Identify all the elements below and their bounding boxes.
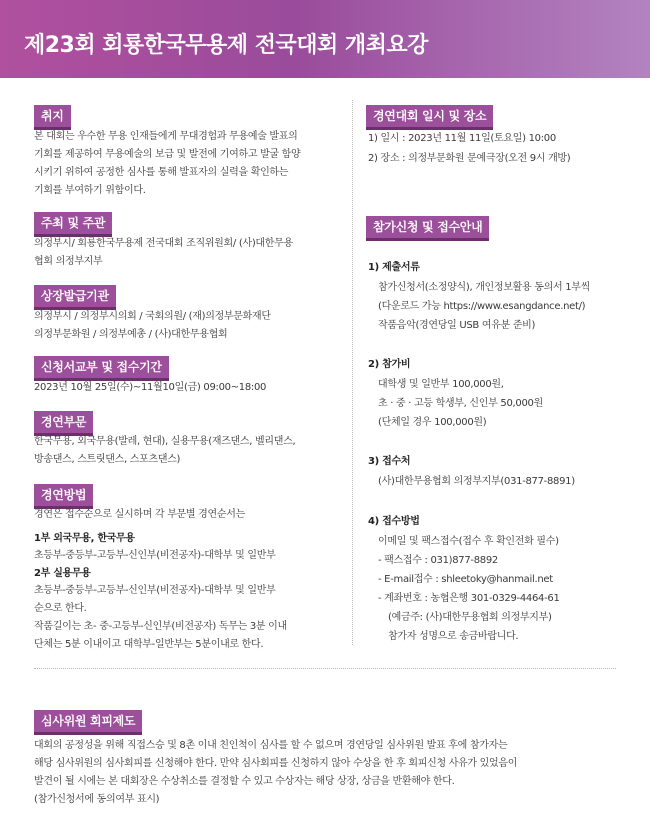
account-holder-line: (예금주: (사)대한무용협회 의정부지부) [388,612,552,623]
method-intro: 경연은 접수순으로 실시하며 각 부문별 경연순서는 [34,509,245,520]
method-heading: 경연방법 [34,484,93,509]
remit-note-line: 참가자 성명으로 송금바랍니다. [388,631,519,642]
awards-issuers-line: 의정부시 / 의정부시의회 / 국회의원/ (재)의정부문화재단 [34,311,271,322]
purpose-line: 시키기 위하여 공정한 심사를 통해 발표자의 실력을 확인하는 [34,167,289,178]
page-title: 제23회 회룡한국무용제 전국대회 개최요강 [24,33,428,58]
judges-heading: 심사위원 회피제도 [34,710,142,735]
awards-issuers-heading: 상장발급기관 [34,285,116,310]
fee-line: 초 · 중 · 고등 학생부, 신인부 50,000원 [378,398,543,409]
method-part2-title: 2부 실용무용 [34,568,91,579]
method-part1-title: 1부 외국무용, 한국무용 [34,533,135,544]
fax-line: - 팩스접수 : 031)877-8892 [378,555,498,566]
schedule-line: 2) 장소 : 의정부문화원 문예극장(오전 9시 개방) [368,153,571,164]
column-divider [352,100,353,645]
categories-line: 방송댄스, 스트릿댄스, 스포츠댄스) [34,454,181,465]
docs-line: 작품음악(경연당일 USB 여유분 준비) [378,320,536,331]
fee-title: 2) 참가비 [368,359,411,370]
email-line: - E-mail접수 : shleetoky@hanmail.net [378,574,553,585]
judges-line: 대회의 공정성을 위해 직접스승 및 8촌 이내 친인척이 심사를 할 수 없으며 경연당일 심사위원 발표 후에 참가자는 [34,740,508,751]
docs-line: 참가신청서(소정양식), 개인정보활용 동의서 1부씩 [378,282,590,293]
place-line: (사)대한무용협회 의정부지부(031-877-8891) [378,476,575,487]
fee-line: (단체일 경우 100,000원) [378,417,487,428]
purpose-heading: 취지 [34,105,71,130]
method-part2-line: 순으로 한다. [34,603,87,614]
method-part1-line: 초등부-중등부-고등부-신인부(비전공자)-대학부 및 일반부 [34,550,276,561]
fee-line: 대학생 및 일반부 100,000원, [378,379,504,390]
schedule-heading: 경연대회 일시 및 장소 [366,105,493,130]
organizers-line: 협회 의정부지부 [34,256,103,267]
awards-issuers-line: 의정부문화원 / 의정부예총 / (사)대한무용협회 [34,329,228,340]
purpose-line: 본 대회는 우수한 무용 인재들에게 무대경험과 무용예술 발표의 [34,131,298,142]
application-period-line: 2023년 10월 25일(수)~11월10일(금) 09:00~18:00 [34,382,267,393]
application-heading: 참가신청 및 접수안내 [366,216,489,241]
docs-line: (다운로드 가능 https://www.esangdance.net/) [378,301,586,312]
docs-title: 1) 제출서류 [368,262,420,273]
section-divider [34,668,616,669]
place-title: 3) 접수처 [368,456,411,467]
title-banner [0,0,650,78]
method-duration-line: 작품길이는 초- 중-고등부-신인부(비전공자) 독무는 3분 이내 [34,621,287,632]
application-period-heading: 신청서교부 및 접수기간 [34,356,169,381]
account-line: - 계좌번호 : 농협은행 301-0329-4464-61 [378,593,560,604]
judges-line: (참가신청서에 동의여부 표시) [34,794,160,805]
method-part2-line: 초등부-중등부-고등부-신인부(비전공자)-대학부 및 일반부 [34,585,276,596]
method-duration-line: 단체는 5분 이내이고 대학부-일반부는 5분이내로 한다. [34,639,264,650]
judges-line: 해당 심사위원의 심사회피를 신청해야 한다. 만약 심사회피를 신청하지 않아 수상을 한 후 회피신청 사유가 있었음이 [34,758,518,769]
schedule-line: 1) 일시 : 2023년 11월 11일(토요일) 10:00 [368,133,556,144]
categories-line: 한국무용, 외국무용(발레, 현대), 실용무용(재즈댄스, 벨리댄스, [34,436,296,447]
categories-heading: 경연부문 [34,411,93,436]
purpose-line: 기회를 부여하기 위함이다. [34,185,146,196]
judges-line: 발견이 될 시에는 본 대회장은 수상취소를 결정할 수 있고 수상자는 해당 상장, 상금을 반환해야 한다. [34,776,455,787]
organizers-line: 의정부시/ 회룡한국무용제 전국대회 조직위원회/ (사)대한무용 [34,238,293,249]
purpose-line: 기회를 제공하여 무용예술의 보급 및 발전에 기여하고 발굴 함양 [34,149,301,160]
organizers-heading: 주최 및 주관 [34,212,112,237]
method-line: 이메일 및 팩스접수(접수 후 확인전화 필수) [378,536,559,547]
method-title: 4) 접수방법 [368,516,420,527]
